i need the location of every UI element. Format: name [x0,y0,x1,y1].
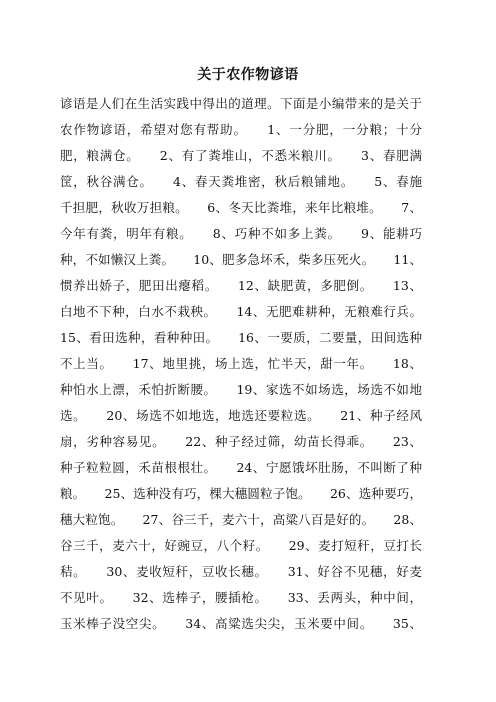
body-line: 惯养出娇子，肥田出瘪稻。 12、缺肥黄，多肥倒。 13、 [60,278,422,293]
body-line: 不上当。 17、地里挑，场上选，忙半天，甜一年。 18、 [60,356,422,371]
body-line: 种，不如懒汉上粪。 10、肥多急坏禾，柴多压死火。 11、 [60,252,422,267]
body-line: 肥，粮满仓。 2、有了粪堆山，不悉米粮川。 3、春肥满 [60,148,422,163]
body-line: 今年有粪，明年有粮。 8、巧种不如多上粪。 9、能耕巧 [60,226,422,241]
body-line: 种子粒粒圆，禾苗根根壮。 24、宁愿饿坏肚肠，不叫断了种 [60,460,422,475]
document-body [60,91,422,637]
body-line: 种怕水上漂，禾怕折断腰。 19、家选不如场选，场选不如地 [60,382,422,397]
body-line: 谚语是人们在生活实践中得出的道理。下面是小编带来的是关于 [60,96,422,111]
body-line: 玉米棒子没空尖。 34、高粱选尖尖，玉米要中间。 35、 [60,616,422,631]
body-line: 扇，劣种容易见。 22、种子经过筛，幼苗长得乖。 23、 [60,434,422,449]
body-line: 农作物谚语，希望对您有帮助。 1、一分肥，一分粮；十分 [60,122,422,137]
body-line: 粮。 25、选种没有巧，棵大穗圆粒子饱。 26、选种要巧， [60,486,422,501]
body-line: 选。 20、场选不如地选，地选还要粒选。 21、种子经风 [60,408,422,423]
body-line: 不见叶。 32、选棒子，腰插枪。 33、丢两头，种中间， [60,590,422,605]
body-line: 白地不下种，白水不栽秧。 14、无肥难耕种，无粮难行兵。 [60,304,422,319]
body-line: 千担肥，秋收万担粮。 6、冬天比粪堆，来年比粮堆。 7、 [60,200,422,215]
body-line: 穗大粒饱。 27、谷三千，麦六十，高粱八百是好的。 28、 [60,512,422,527]
document-title: 关于农作物谚语 [197,67,299,83]
body-line: 秸。 30、麦收短秆，豆收长穗。 31、好谷不见穗，好麦 [60,564,422,579]
body-line: 筐，秋谷满仓。 4、春天粪堆密，秋后粮铺地。 5、春施 [60,174,422,189]
body-line: 15、看田选种，看种种田。 16、一要质，二要量，田间选种 [60,330,422,345]
body-line: 谷三千，麦六十，好豌豆，八个籽。 29、麦打短秆，豆打长 [60,538,422,553]
